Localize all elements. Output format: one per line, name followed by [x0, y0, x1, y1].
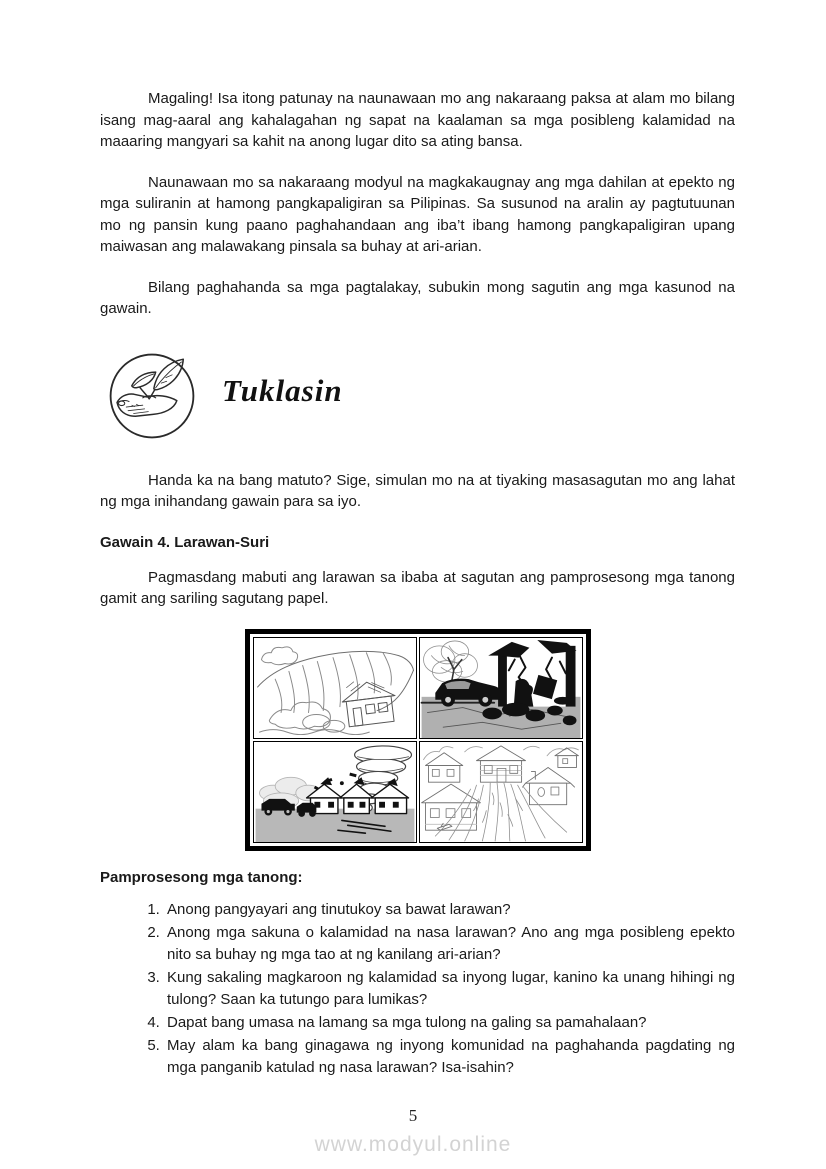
- tuklasin-section-header: [106, 350, 735, 442]
- paragraph-1: Magaling! Isa itong patunay na naunawaan mo ang nakaraang paksa at alam mo bilang isang mag-aaral ang kahalagahan ng sapat na kaalaman sa mga posibleng kalamidad na maaaring mangyari sa kahit na anong lugar dito sa ating bansa.: [100, 90, 735, 150]
- tornado-panel: [253, 741, 417, 843]
- watermark: www.modyul.online: [314, 1133, 512, 1156]
- activity-instructions: Pagmasdang mabuti ang larawan sa ibaba at sagutan ang pamprosesong mga tanong gamit ang sariling sagutang papel.: [100, 568, 735, 607]
- questions-list: [100, 899, 735, 1079]
- activity-heading: Gawain 4. Larawan-Suri: [100, 533, 270, 551]
- hand-with-plant-icon: [106, 350, 198, 442]
- question-item-4: 4. Dapat bang umasa na lamang sa mga tulong na galing sa pamahalaan?: [164, 1012, 735, 1034]
- question-item-1: 1. Anong pangyayari ang tinutukoy sa bawat larawan?: [164, 899, 735, 921]
- flood-panel: [419, 741, 583, 843]
- question-item-3: 3. Kung sakaling magkaroon ng kalamidad sa inyong lugar, kanino ka unang hihingi ng tulong? Saan ka tutungo para lumikas?: [164, 967, 735, 1011]
- section-title: Tuklasin: [222, 372, 343, 408]
- page-number: 5: [408, 1106, 418, 1125]
- landslide-panel: [253, 637, 417, 739]
- paragraph-2: Naunawaan mo sa nakaraang modyul na magkakaugnay ang mga dahilan at epekto ng mga suliranin at hamong pangkapaligiran sa Pilipinas. Sa susunod na aralin ay pagtutuunan mo ng pansin kung paano paghahandaan ang iba’t ibang hamong pangkapaligiran upang maiwasan ang malawakang pinsala sa buhay at ari-arian.: [100, 173, 735, 255]
- question-item-2: 2. Anong mga sakuna o kalamidad na nasa larawan? Ano ang mga posibleng epekto nito sa buhay ng mga tao at ng kanilang ari-arian?: [164, 922, 735, 966]
- earthquake-panel: [419, 637, 583, 739]
- intro-paragraph: Handa ka na bang matuto? Sige, simulan mo na at tiyaking masasagutan mo ang lahat ng mga inihandang gawain para sa iyo.: [100, 471, 735, 510]
- paragraph-3: Bilang paghahanda sa mga pagtalakay, subukin mong sagutin ang mga kasunod na gawain.: [100, 278, 735, 317]
- questions-heading: Pamprosesong mga tanong:: [100, 868, 303, 886]
- page-footer: [0, 1106, 826, 1169]
- disaster-collage-figure: [245, 629, 591, 851]
- figure-grid: [253, 637, 583, 843]
- question-item-5: 5. May alam ka bang ginagawa ng inyong komunidad na paghahanda pagdating ng mga panganib katulad ng nasa larawan? Isa-isahin?: [164, 1035, 735, 1079]
